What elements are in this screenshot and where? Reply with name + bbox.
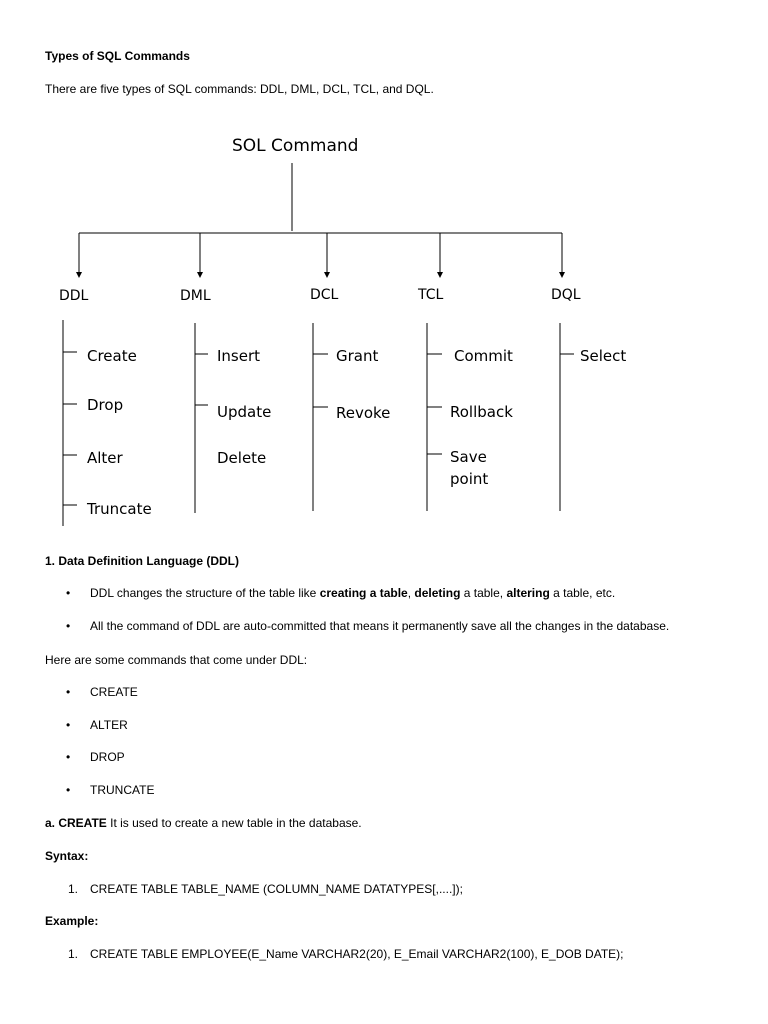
commands-intro: Here are some commands that come under DDL: [45, 653, 308, 667]
group-label-ddl: DDL [59, 288, 89, 304]
example-label: Example: [45, 914, 99, 928]
item-delete: Delete [217, 449, 267, 467]
syntax-label: Syntax: [45, 849, 89, 863]
syntax-code: CREATE TABLE TABLE_NAME (COLUMN_NAME DATATYPES[,....]); [90, 882, 463, 896]
group-label-dcl: DCL [310, 287, 339, 303]
item-rollback: Rollback [450, 403, 513, 421]
bullet-dot: • [66, 750, 71, 764]
example-code: CREATE TABLE EMPLOYEE(E_Name VARCHAR2(20), E_Email VARCHAR2(100), E_DOB DATE); [90, 947, 624, 961]
intro-text: There are five types of SQL commands: DDL, DML, DCL, TCL, and DQL. [45, 82, 434, 96]
item-save: Save [450, 448, 487, 466]
bullet-dot: • [66, 783, 71, 797]
item-commit: Commit [454, 347, 513, 365]
group-label-dml: DML [180, 288, 211, 304]
command-list-item: CREATE [90, 685, 138, 699]
group-label-tcl: TCL [418, 287, 444, 303]
item-truncate: Truncate [87, 500, 152, 518]
bullet-dot: • [66, 718, 71, 732]
item-update: Update [217, 403, 272, 421]
item-revoke: Revoke [336, 404, 391, 422]
item-grant: Grant [336, 347, 379, 365]
bullet-dot: • [66, 685, 71, 699]
item-insert: Insert [217, 347, 261, 365]
diagram-root-label: SOL Command [232, 136, 359, 156]
item-alter: Alter [87, 449, 123, 467]
command-list-item: DROP [90, 750, 125, 764]
page-heading: Types of SQL Commands [45, 49, 190, 63]
item-point: point [450, 470, 489, 488]
section-title-ddl: 1. Data Definition Language (DDL) [45, 554, 240, 568]
item-select: Select [580, 347, 627, 365]
item-create: Create [87, 347, 137, 365]
item-drop: Drop [87, 396, 124, 414]
ddl-bullet-2: All the command of DDL are auto-committed that means it permanently save all the changes in the database. [90, 619, 670, 633]
example-number: 1. [68, 947, 79, 961]
create-description: a. CREATE It is used to create a new table in the database. [45, 816, 362, 830]
sql-command-diagram [0, 120, 768, 530]
bullet-dot: • [66, 586, 71, 600]
syntax-number: 1. [68, 882, 79, 896]
ddl-bullet-1: DDL changes the structure of the table like creating a table, deleting a table, altering a table, etc. [90, 586, 616, 600]
bullet-dot: • [66, 619, 71, 633]
command-list-item: TRUNCATE [90, 783, 155, 797]
command-list-item: ALTER [90, 718, 128, 732]
group-label-dql: DQL [551, 287, 581, 303]
